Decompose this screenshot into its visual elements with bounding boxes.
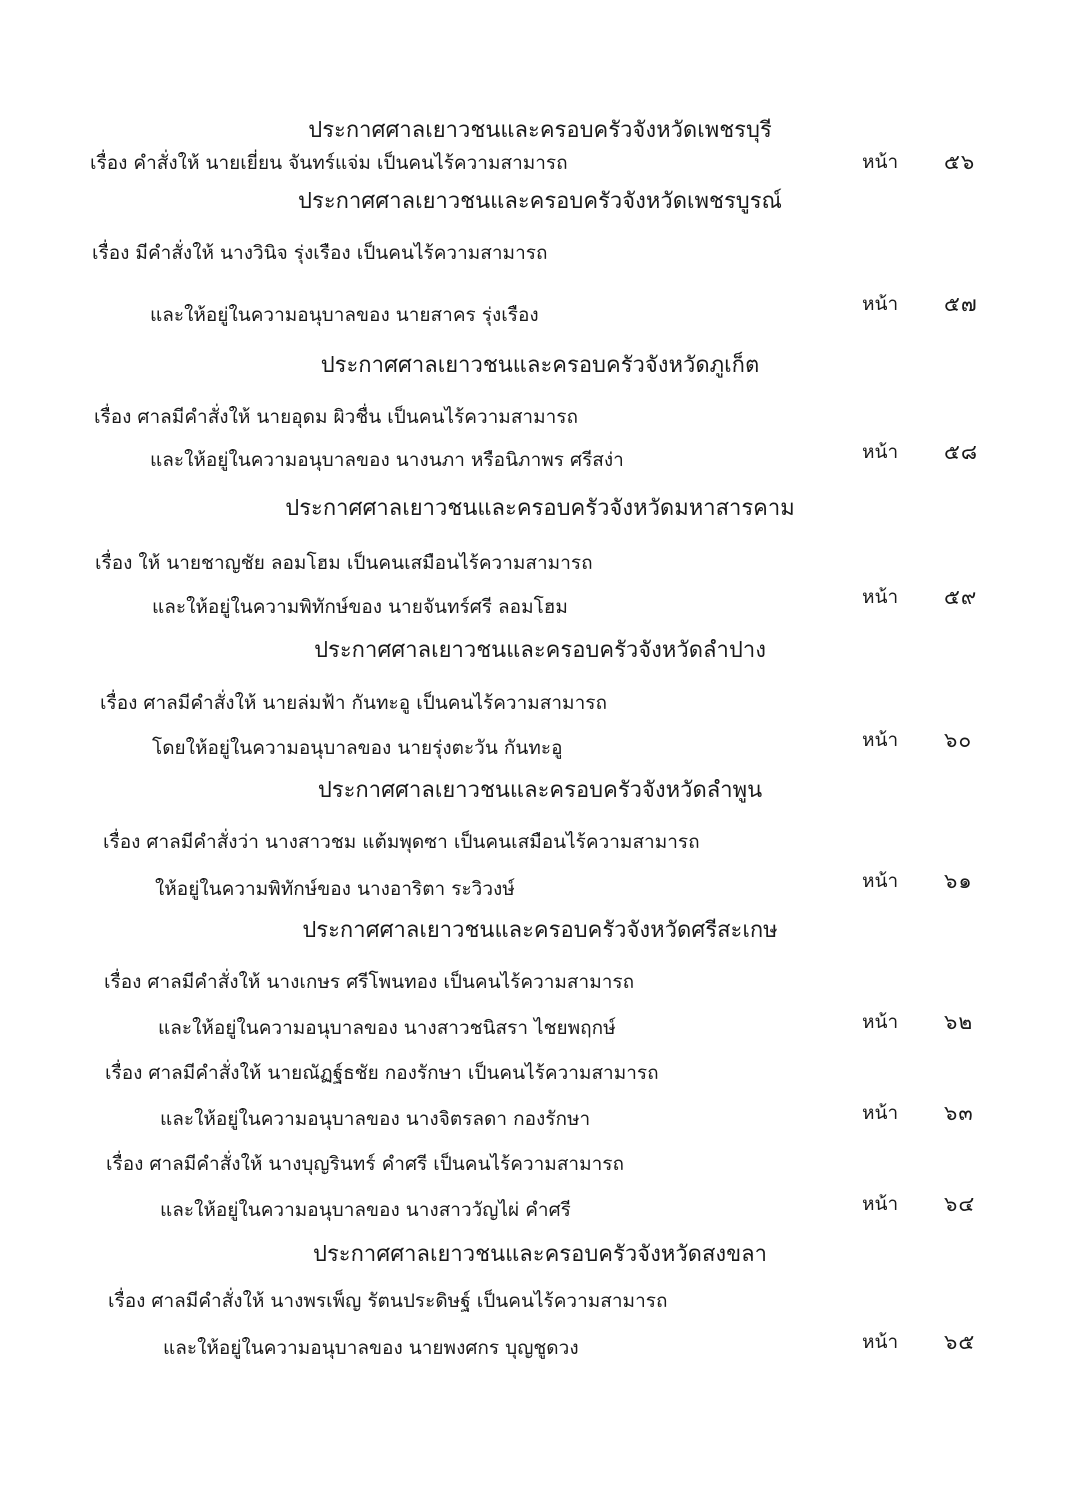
entry-subject: เรื่อง ศาลมีคำสั่งให้ นายณัฏฐ์ธชัย กองรักษา เป็นคนไร้ความสามารถ (105, 1062, 659, 1084)
page-label: หน้า (862, 729, 899, 751)
court-heading: ประกาศศาลเยาวชนและครอบครัวจังหวัดลำปาง (314, 638, 766, 663)
page-label: หน้า (862, 151, 899, 173)
entry-subject: เรื่อง มีคำสั่งให้ นางวินิจ รุ่งเรือง เป็นคนไร้ความสามารถ (92, 242, 548, 264)
court-heading: ประกาศศาลเยาวชนและครอบครัวจังหวัดสงขลา (312, 1242, 768, 1267)
court-heading: ประกาศศาลเยาวชนและครอบครัวจังหวัดเพชรบุรี (308, 118, 772, 143)
entry-guardian: และให้อยู่ในความพิทักษ์ของ นายจันทร์ศรี ลอมโฮม (152, 596, 568, 618)
entry-guardian: ให้อยู่ในความพิทักษ์ของ นางอาริตา ระวิวงษ์ (155, 878, 515, 900)
entry-guardian: และให้อยู่ในความอนุบาลของ นางจิตรลดา กองรักษา (160, 1108, 591, 1130)
entry-guardian: และให้อยู่ในความอนุบาลของ นางนภา หรือนิภาพร ศรีสง่า (150, 449, 624, 471)
entry-guardian: และให้อยู่ในความอนุบาลของ นางสาววัญไผ่ คำศรี (160, 1199, 571, 1221)
entry-guardian: โดยให้อยู่ในความอนุบาลของ นายรุ่งตะวัน กันทะอู (152, 737, 563, 759)
page-label: หน้า (862, 1193, 899, 1215)
court-heading: ประกาศศาลเยาวชนและครอบครัวจังหวัดเพชรบูรณ์ (298, 189, 782, 214)
page-number: ๖๐ (944, 728, 973, 752)
entry-subject: เรื่อง ศาลมีคำสั่งให้ นางบุญรินทร์ คำศรี เป็นคนไร้ความสามารถ (106, 1153, 624, 1175)
entry-subject: เรื่อง ศาลมีคำสั่งให้ นางเกษร ศรีโพนทอง เป็นคนไร้ความสามารถ (104, 971, 635, 993)
entry-guardian: และให้อยู่ในความอนุบาลของ นายพงศกร บุญชูดวง (163, 1337, 579, 1359)
page-number: ๕๘ (944, 440, 979, 464)
entry-subject: เรื่อง ศาลมีคำสั่งให้ นายอุดม ผิวชื่น เป็นคนไร้ความสามารถ (94, 406, 578, 428)
entry-subject: เรื่อง ศาลมีคำสั่งให้ นายล่มฟ้า กันทะอู เป็นคนไร้ความสามารถ (100, 692, 607, 714)
page-label: หน้า (862, 1331, 899, 1353)
page-label: หน้า (862, 441, 899, 463)
page-number: ๖๕ (944, 1330, 976, 1354)
entry-guardian: และให้อยู่ในความอนุบาลของ นางสาวชนิสรา ไชยพฤกษ์ (158, 1017, 616, 1039)
court-heading: ประกาศศาลเยาวชนและครอบครัวจังหวัดภูเก็ต (320, 353, 760, 378)
page-number: ๖๑ (944, 869, 973, 893)
entry-subject: เรื่อง ศาลมีคำสั่งให้ นางพรเพ็ญ รัตนประดิษฐ์ เป็นคนไร้ความสามารถ (108, 1290, 668, 1312)
page-label: หน้า (862, 293, 899, 315)
court-heading: ประกาศศาลเยาวชนและครอบครัวจังหวัดมหาสารคาม (285, 496, 795, 521)
court-heading: ประกาศศาลเยาวชนและครอบครัวจังหวัดลำพูน (317, 778, 763, 803)
entry-guardian: และให้อยู่ในความอนุบาลของ นายสาคร รุ่งเรือง (150, 304, 539, 326)
page-number: ๖๒ (944, 1010, 974, 1034)
entry-subject: เรื่อง คำสั่งให้ นายเยี่ยน จันทร์แจ่ม เป็นคนไร้ความสามารถ (90, 152, 568, 174)
page-label: หน้า (862, 586, 899, 608)
page-number: ๕๗ (944, 292, 978, 316)
entry-subject: เรื่อง ให้ นายชาญชัย ลอมโฮม เป็นคนเสมือนไร้ความสามารถ (95, 552, 593, 574)
page-number: ๕๖ (944, 150, 976, 174)
page-label: หน้า (862, 870, 899, 892)
page-label: หน้า (862, 1102, 899, 1124)
entry-subject: เรื่อง ศาลมีคำสั่งว่า นางสาวชม แต้มพุดซา เป็นคนเสมือนไร้ความสามารถ (103, 831, 700, 853)
page-label: หน้า (862, 1011, 899, 1033)
page-number: ๕๙ (944, 585, 978, 609)
court-heading: ประกาศศาลเยาวชนและครอบครัวจังหวัดศรีสะเกษ (302, 918, 778, 943)
page-number: ๖๔ (944, 1192, 976, 1216)
page-number: ๖๓ (944, 1101, 974, 1125)
